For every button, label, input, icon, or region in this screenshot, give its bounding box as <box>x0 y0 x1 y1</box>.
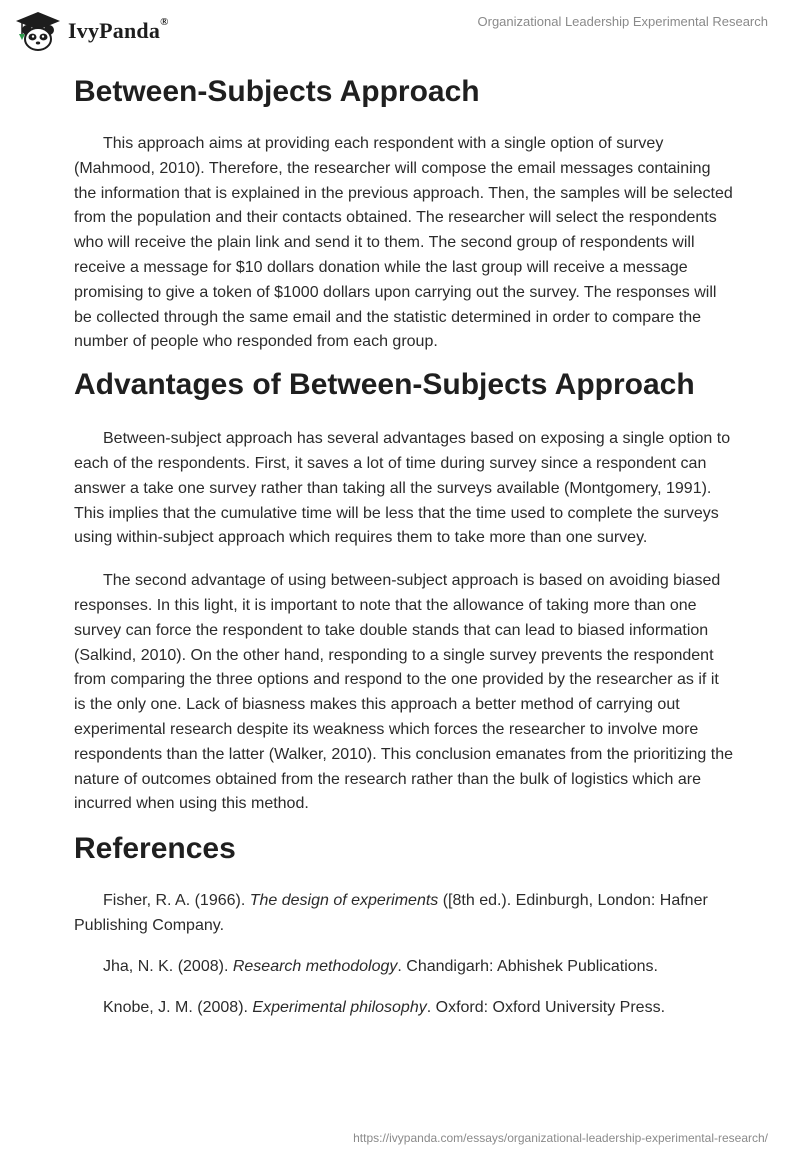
section-heading: Between-Subjects Approach <box>74 75 480 108</box>
document-body <box>74 70 734 1036</box>
reference-item: Knobe, J. M. (2008). Experimental philosophy. Oxford: Oxford University Press. <box>103 998 666 1016</box>
reference-item: Jha, N. K. (2008). Research methodology. Chandigarh: Abhishek Publications. <box>103 957 658 975</box>
paragraph: Between-subject approach has several advantages based on exposing a single option to each of the respondents. First, it saves a lot of time during survey since a respondent can answer a take one survey rather than taking all the surveys available (Montgomery, 1991). This implies that the cumulative time will be less that the time used to complete the surveys using within-subject approach which requires them to take more than one survey. <box>74 430 731 547</box>
panda-graduate-icon <box>14 10 62 52</box>
source-url-link[interactable]: https://ivypanda.com/essays/organizational-leadership-experimental-research/ <box>353 1131 768 1145</box>
brand-name: IvyPanda® <box>68 16 169 43</box>
paragraph: The second advantage of using between-subject approach is based on avoiding biased responses. In this light, it is important to note that the allowance of taking more than one survey can force the respondent to take double stands that can lead to biased information (Salkind, 2010). On the other hand, responding to a single survey prevents the respondent from comparing the three options and respond to the one provided by the researcher as if it is the only one. Lack of biasness makes this approach a better method of carrying out experimental research despite its weakness which forces the researcher to involve more respondents than the latter (Walker, 2010). This conclusion emanates from the prioritizing the nature of outcomes obtained from the research rather than the bulk of logistics which are incurred when using this method. <box>74 572 734 813</box>
ivypanda-logo[interactable] <box>14 10 169 52</box>
paragraph: This approach aims at providing each respondent with a single option of survey (Mahmood, 2010). Therefore, the researcher will compose the email messages containing the information that is explained in the previous approach. Then, the samples will be selected from the population and their contacts obtained. The researcher will select the respondents who will receive the plain link and send it to them. The second group of respondents will receive a message for $10 dollars donation while the last group will receive a message promising to give a token of $1000 dollars upon carrying out the survey. The responses will be collected through the same email and the statistic determined in order to compare the number of people who responded from each group. <box>74 135 733 351</box>
running-title: Organizational Leadership Experimental Research <box>477 14 768 29</box>
references-heading: References <box>74 832 236 866</box>
reference-item: Fisher, R. A. (1966). The design of experiments ([8th ed.). Edinburgh, London: Hafner Publishing Company. <box>74 892 708 934</box>
page-header <box>0 0 800 60</box>
section-heading: Advantages of Between-Subjects Approach <box>74 368 695 402</box>
